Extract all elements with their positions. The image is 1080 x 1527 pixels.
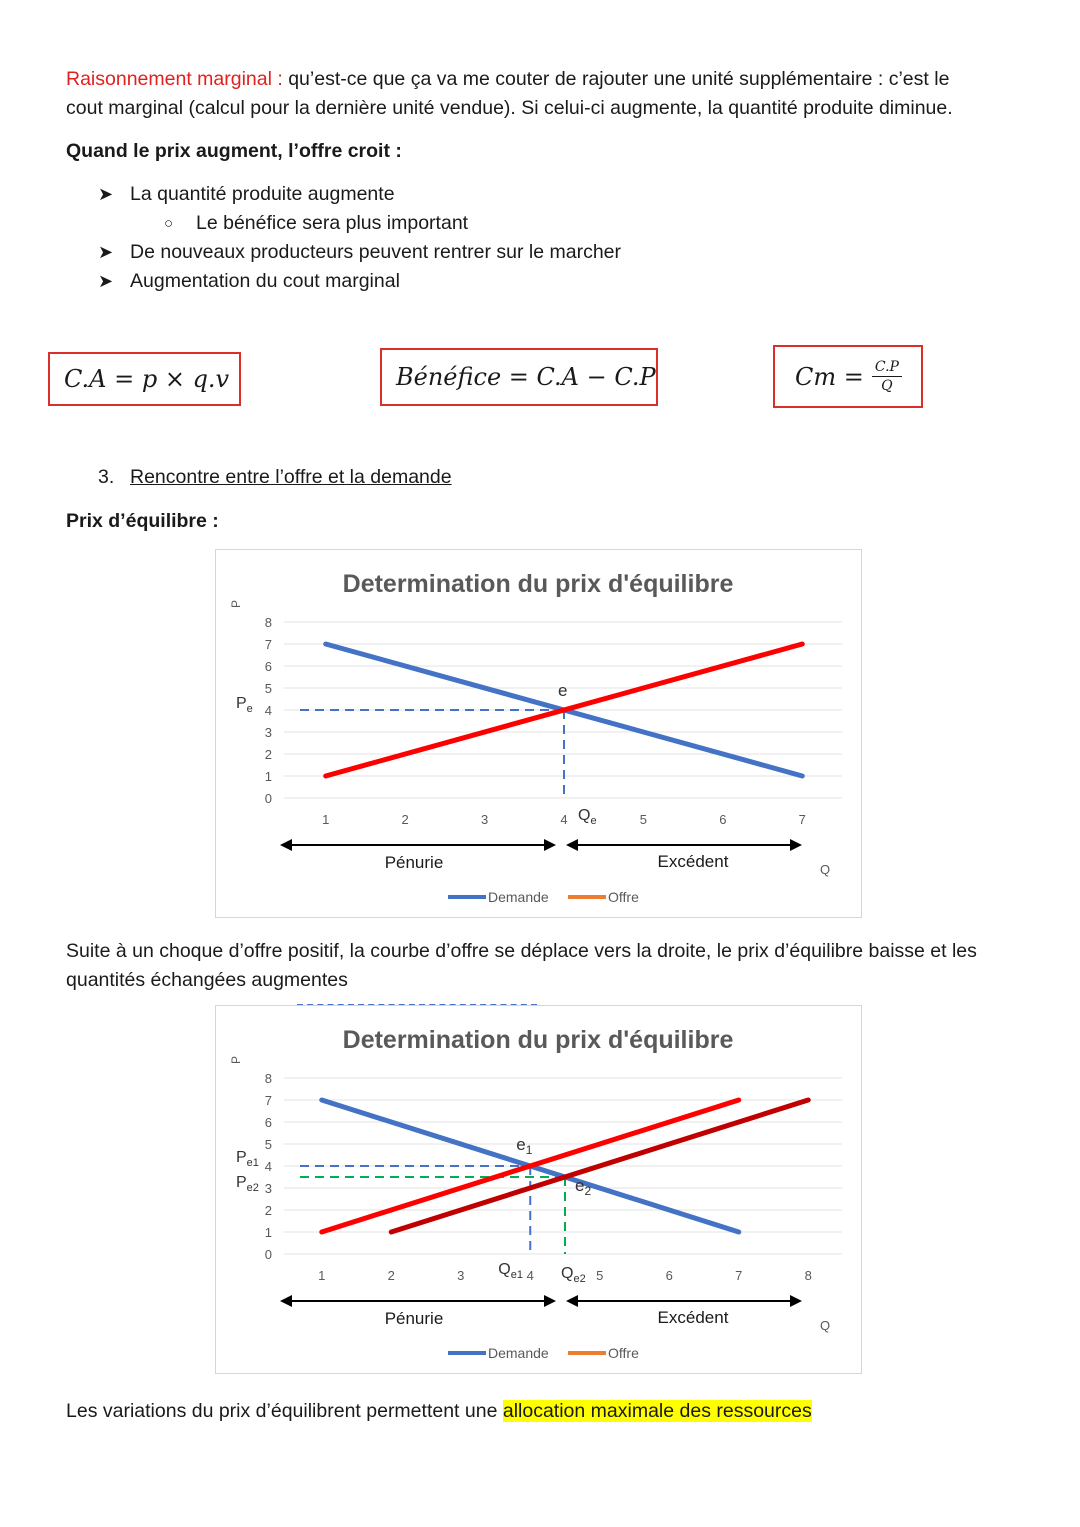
equilibrium-price-label: $P_e$ bbox=[236, 695, 253, 715]
y-tick-label: 2 bbox=[264, 1203, 272, 1218]
y-tick-label: 7 bbox=[264, 1093, 272, 1108]
equilibrium-quantity-label: $Q_{e1}$ bbox=[498, 1261, 523, 1281]
bullet-text: Augmentation du cout marginal bbox=[130, 270, 400, 292]
formula-benefice bbox=[380, 348, 658, 406]
arrow-right-icon bbox=[790, 839, 802, 851]
y-tick-label: 6 bbox=[264, 1115, 272, 1130]
legend-label: Offre bbox=[608, 1345, 639, 1361]
equilibrium-price-label: $P_{e1}$ bbox=[236, 1149, 259, 1169]
shock-line2: quantités échangées augmentes bbox=[66, 969, 348, 991]
section-title: Rencontre entre l’offre et la demande bbox=[130, 466, 452, 488]
formula-benefice-text: Bénéfice = C.A − C.P bbox=[396, 363, 656, 391]
bullet-item bbox=[98, 180, 621, 209]
bullet-text: De nouveaux producteurs peuvent rentrer sur le marcher bbox=[130, 241, 622, 263]
intro-lead: Raisonnement marginal : bbox=[66, 68, 283, 90]
y-tick-label: 8 bbox=[264, 615, 272, 630]
shock-line1: Suite à un choque d’offre positif, la courbe d’offre se déplace vers la droite, le prix d’équilibre baisse et les bbox=[66, 940, 977, 962]
chart-1-svg bbox=[216, 550, 860, 916]
arrow-right-icon bbox=[544, 839, 556, 851]
x-tick-label: 4 bbox=[526, 1268, 534, 1283]
x-tick-label: 8 bbox=[804, 1268, 812, 1283]
x-tick-label: 6 bbox=[665, 1268, 673, 1283]
arrow-left-icon bbox=[280, 839, 292, 851]
x-tick-label: 4 bbox=[560, 812, 568, 827]
x-axis-label: Q bbox=[819, 1318, 831, 1333]
sub-bullet-item bbox=[98, 209, 621, 238]
conclusion-paragraph bbox=[66, 1397, 812, 1426]
y-tick-label: 1 bbox=[264, 769, 272, 784]
arrow-bullet-icon: ➤ bbox=[98, 184, 114, 204]
x-tick-label: 1 bbox=[318, 1268, 326, 1283]
shock-paragraph bbox=[66, 937, 1066, 995]
arrow-left-icon bbox=[566, 1295, 578, 1307]
conclusion-highlight: allocation maximale des ressources bbox=[502, 1400, 812, 1422]
arrow-bullet-icon: ➤ bbox=[98, 271, 114, 291]
equilibrium-subheading: Prix d’équilibre : bbox=[66, 510, 219, 532]
penurie-label: Pénurie bbox=[384, 853, 444, 872]
legend-label: Demande bbox=[488, 889, 549, 905]
excedent-label: Excédent bbox=[657, 852, 729, 871]
fraction-numerator: C.P bbox=[872, 359, 902, 377]
y-tick-label: 0 bbox=[264, 1247, 272, 1262]
section-3-heading bbox=[98, 463, 452, 492]
y-tick-label: 1 bbox=[264, 1225, 272, 1240]
section-number: 3. bbox=[98, 466, 115, 488]
x-tick-label: 7 bbox=[735, 1268, 743, 1283]
arrow-left-icon bbox=[280, 1295, 292, 1307]
equilibrium-quantity-label: $Q_e$ bbox=[578, 807, 597, 827]
chart-2-svg bbox=[216, 1006, 860, 1372]
x-tick-label: 1 bbox=[322, 812, 330, 827]
formula-ca bbox=[48, 352, 241, 406]
equilibrium-quantity-label: $Q_{e2}$ bbox=[561, 1265, 586, 1285]
arrow-right-icon bbox=[544, 1295, 556, 1307]
y-tick-label: 4 bbox=[264, 1159, 272, 1174]
y-tick-label: 5 bbox=[264, 1137, 272, 1152]
excedent-label: Excédent bbox=[657, 1308, 729, 1327]
formula-cm bbox=[773, 345, 923, 408]
x-tick-label: 7 bbox=[798, 812, 806, 827]
x-axis-label: Q bbox=[819, 862, 831, 877]
chart-title: Determination du prix d'équilibre bbox=[342, 1026, 734, 1054]
formula-cm-text: Cm = bbox=[795, 362, 864, 391]
x-tick-label: 3 bbox=[457, 1268, 465, 1283]
bullet-item bbox=[98, 267, 621, 296]
x-tick-label: 5 bbox=[596, 1268, 604, 1283]
bullet-list bbox=[98, 180, 621, 296]
legend-label: Offre bbox=[608, 889, 639, 905]
y-tick-label: 8 bbox=[264, 1071, 272, 1086]
circle-bullet-icon: ○ bbox=[164, 215, 174, 232]
conclusion-text: Les variations du prix d’équilibrent permettent une bbox=[66, 1400, 503, 1422]
x-tick-label: 3 bbox=[480, 812, 489, 827]
price-up-heading: Quand le prix augment, l’offre croit : bbox=[66, 140, 402, 162]
legend-label: Demande bbox=[488, 1345, 549, 1361]
y-axis-label: P bbox=[229, 599, 243, 609]
bullet-text: Le bénéfice sera plus important bbox=[196, 212, 469, 234]
equilibrium-point-label: $e_2$ bbox=[575, 1176, 592, 1198]
x-tick-label: 2 bbox=[387, 1268, 395, 1283]
formula-cm-fraction bbox=[872, 359, 902, 394]
y-tick-label: 0 bbox=[264, 791, 272, 806]
equilibrium-point-label: e bbox=[558, 681, 568, 700]
bullet-text: La quantité produite augmente bbox=[130, 183, 395, 205]
chart-equilibrium-2 bbox=[215, 1005, 862, 1374]
x-tick-label: 6 bbox=[719, 812, 727, 827]
y-tick-label: 4 bbox=[264, 703, 272, 718]
y-tick-label: 6 bbox=[264, 659, 272, 674]
y-tick-label: 2 bbox=[264, 747, 272, 762]
equilibrium-point-label: $e_1$ bbox=[516, 1135, 533, 1157]
intro-line1: qu’est-ce que ça va me couter de rajouter une unité supplémentaire : c’est le bbox=[282, 68, 950, 90]
y-tick-label: 7 bbox=[264, 637, 272, 652]
bullet-item bbox=[98, 238, 621, 267]
y-axis-label: P bbox=[229, 1055, 243, 1065]
chart-equilibrium-1 bbox=[215, 549, 862, 918]
y-tick-label: 3 bbox=[264, 725, 272, 740]
x-tick-label: 5 bbox=[639, 812, 648, 827]
intro-line2: cout marginal (calcul pour la dernière unité vendue). Si celui-ci augmente, la quantité produite diminue. bbox=[66, 97, 953, 119]
arrow-bullet-icon: ➤ bbox=[98, 242, 114, 262]
arrow-right-icon bbox=[790, 1295, 802, 1307]
equilibrium-price-label: $P_{e2}$ bbox=[236, 1174, 259, 1194]
intro-paragraph bbox=[66, 65, 1056, 123]
chart-title: Determination du prix d'équilibre bbox=[342, 570, 734, 598]
arrow-left-icon bbox=[566, 839, 578, 851]
penurie-label: Pénurie bbox=[384, 1309, 444, 1328]
y-tick-label: 3 bbox=[264, 1181, 272, 1196]
formula-ca-text: C.A = p × q.v bbox=[64, 365, 230, 393]
fraction-denominator: Q bbox=[881, 378, 893, 394]
y-tick-label: 5 bbox=[264, 681, 272, 696]
x-tick-label: 2 bbox=[401, 812, 409, 827]
